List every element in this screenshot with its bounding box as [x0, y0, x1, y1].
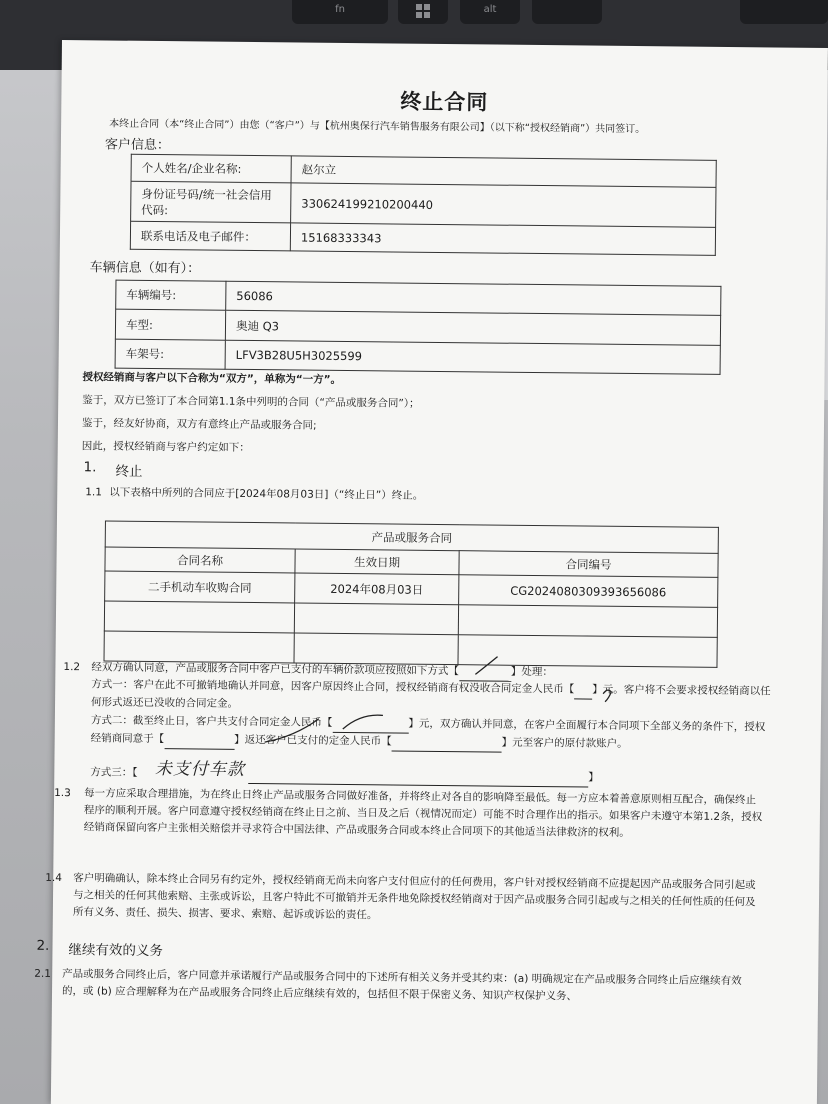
vehicle-info-key: 车辆编号:	[116, 280, 226, 310]
checkmark-icon	[475, 656, 497, 674]
pen-marks	[51, 40, 828, 1104]
contract-cell-number: CG2024080309393656086	[459, 575, 718, 608]
windows-logo-icon	[416, 4, 430, 18]
clause-1-1-text: 以下表格中所列的合同应于[2024年08月03日]（“终止日”）终止。	[109, 486, 424, 502]
recital-1: 鉴于，双方已签订了本合同第1.1条中列明的合同（“产品或服务合同”）；	[82, 394, 420, 410]
slash-mark-icon	[603, 690, 611, 702]
contract-header-name: 合同名称	[105, 547, 295, 573]
clause-1-4-number: 1.4	[45, 871, 62, 885]
section-2-number: 2.	[36, 937, 50, 954]
recital-2: 鉴于，经友好协商，双方有意终止产品或服务合同;	[81, 417, 317, 432]
option-3-handwritten: 未支付车款	[154, 759, 246, 780]
clause-2-1-text: 产品或服务合同终止后，客户同意并承诺履行产品或服务合同中的下述所有相关义务并受其约束：(a) 明确规定在产品或服务合同终止后应继续有效的，或 (b) 应合理解释为在产品或服务合同终止后应继续有效的，包括但不限于保密义务、知识产权保护义务、	[61, 968, 742, 1003]
clause-1-1-number: 1.1	[85, 486, 103, 499]
clause-1-3-text: 每一方应采取合理措施，为在终止日终止产品或服务合同做好准备，并将终止对各自的影响降至最低。每一方应本着善意原则相互配合，确保终止程序的顺利开展。客户同意遵守授权经销商在终止日之前、当日及之后（视情况而定）可能不时合理作出的指示。如果客户未遵守本第1.2条，授权经销商保留向客户主张相关赔偿并寻求符合中国法律、产品或服务合同或本终止合同项下的其他适当法律救济的权利。	[83, 787, 763, 839]
option-1-text: 方式一：客户在此不可撤销地确认并同意，因客户原因终止合同，授权经销商有权没收合同定金人民币【 】元。客户将不会要求授权经销商以任何形式返还已没收的合同定金。	[91, 678, 771, 710]
contract-paper	[34, 40, 828, 1104]
customer-info-value: 15168333343	[290, 223, 715, 255]
customer-info-key: 身份证号码/统一社会信用代码:	[131, 181, 291, 223]
contract-cell-name: 二手机动车收购合同	[105, 571, 295, 603]
customer-info-label: 客户信息：	[104, 137, 170, 154]
customer-info-value: 赵尔立	[291, 156, 716, 187]
customer-info-key: 联系电话及电子邮件：	[130, 221, 290, 251]
section-2-title: 继续有效的义务	[68, 942, 164, 960]
slash-mark-icon	[265, 718, 319, 743]
section-1-number: 1.	[83, 459, 97, 476]
vehicle-info-label: 车辆信息（如有）：	[89, 260, 201, 277]
clause-1-2-number: 1.2	[63, 661, 81, 674]
contract-table-caption: 产品或服务合同	[105, 521, 718, 553]
clause-1-2-intro: 经双方确认同意，产品或服务合同中客户已支付的车辆价款项应按照如下方式【 】处理：	[91, 659, 771, 684]
slash-mark-icon	[343, 715, 383, 730]
fn-key: fn	[292, 0, 388, 24]
document-title: 终止合同	[400, 89, 489, 115]
option-3-text: 方式三：【 未支付车款 】	[90, 762, 770, 789]
space-key	[532, 0, 602, 24]
vehicle-info-value: 奥迪 Q3	[225, 310, 720, 345]
alt-key: alt	[460, 0, 520, 24]
recital-parties: 授权经销商与客户以下合称为“双方”，单称为“一方”。	[82, 371, 342, 386]
clause-1-4-text: 客户明确确认，除本终止合同另有约定外，授权经销商无尚未向客户支付但应付的任何费用，客户针对授权经销商不应提起因产品或服务合同引起或与之相关的任何其他索赔、主张或诉讼，且客户特此不可撤销并无条件地免除授权经销商对于因产品或服务合同引起或与之相关的任何性质的任何及所有义务、责任、损失、损害、要求、索赔、起诉或诉讼的责任。	[72, 872, 756, 922]
contract-header-number: 合同编号	[459, 551, 718, 578]
vehicle-info-key: 车型:	[115, 309, 225, 340]
right-key	[740, 0, 828, 24]
clause-1-3-number: 1.3	[54, 786, 71, 800]
windows-key	[398, 0, 448, 24]
intro-text: 本终止合同（本“终止合同”）由您（“客户”）与【杭州奥保行汽车销售服务有限公司】（以下称“授权经销商”）共同签订。	[109, 118, 646, 136]
vehicle-info-value: 56086	[226, 281, 721, 315]
vehicle-info-value: LFV3B28U5H3025599	[225, 340, 720, 374]
section-1-title: 终止	[115, 463, 143, 480]
customer-info-value: 330624199210200440	[291, 183, 716, 227]
vehicle-info-key: 车架号:	[115, 339, 225, 369]
option-2-text: 方式二：截至终止日，客户共支付合同定金人民币【 】元，双方确认并同意，在客户全面履行本合同项下全部义务的条件下，授权经销商同意于【 】返还客户已支付的定金人民币【 】元至客户的原付款账户。	[91, 712, 771, 755]
contract-header-date: 生效日期	[295, 549, 459, 575]
customer-info-key: 个人姓名/企业名称:	[131, 154, 291, 183]
contract-cell-date: 2024年08月03日	[295, 573, 459, 605]
clause-2-1-number: 2.1	[34, 967, 51, 980]
recital-3: 因此，授权经销商与客户约定如下：	[81, 440, 250, 454]
